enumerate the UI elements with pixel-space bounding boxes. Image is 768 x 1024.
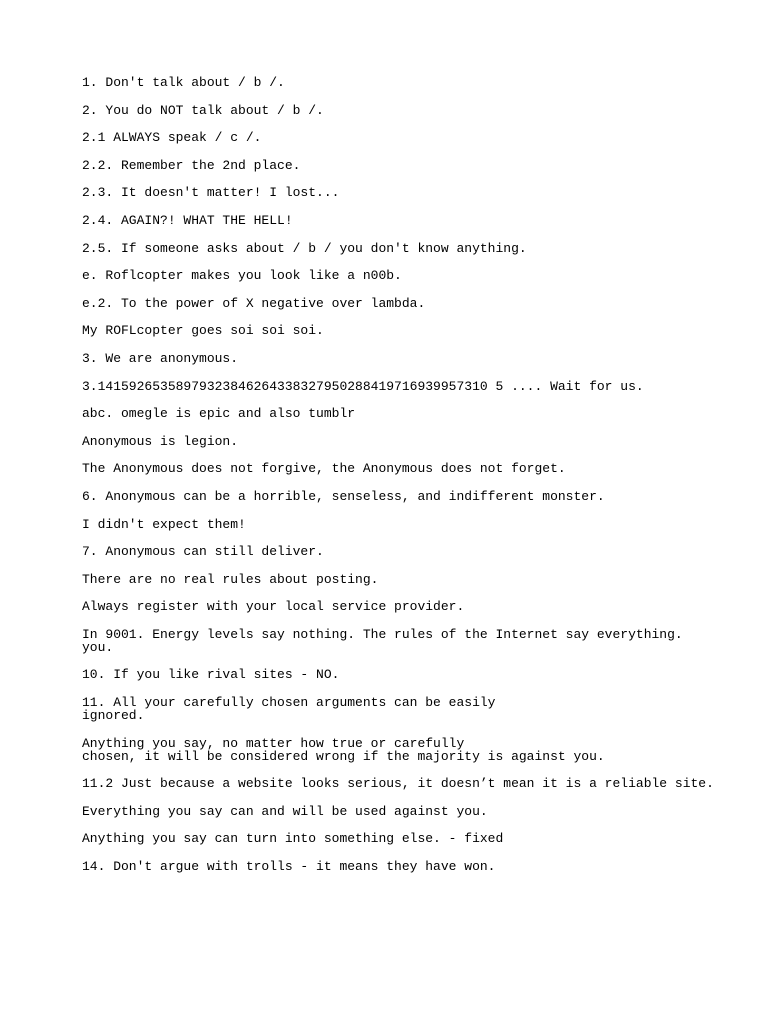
rule-line: e. Roflcopter makes you look like a n00b. <box>82 268 402 284</box>
rule-line: In 9001. Energy levels say nothing. The rules of the Internet say everything. you. <box>82 626 683 655</box>
rule-line: 3.14159265358979323846264338327950288419716939957310 5 .... Wait for us. <box>82 378 644 394</box>
rule-line: Anything you say, no matter how true or carefully chosen, it will be considered wrong if the majority is against you. <box>82 735 605 764</box>
rule-line: There are no real rules about posting. <box>82 571 379 587</box>
rule-line: 10. If you like rival sites - NO. <box>82 667 340 683</box>
rule-line: 2.3. It doesn't matter! I lost... <box>82 185 340 201</box>
rule-line: Everything you say can and will be used against you. <box>82 803 488 819</box>
rule-line: 11.2 Just because a website looks serious, it doesn’t mean it is a reliable site. <box>82 776 714 792</box>
rule-line: abc. omegle is epic and also tumblr <box>82 406 356 422</box>
rule-line: 7. Anonymous can still deliver. <box>82 544 324 560</box>
rule-line: Anything you say can turn into something else. - fixed <box>82 831 504 847</box>
rule-line: 2.1 ALWAYS speak / c /. <box>82 130 262 146</box>
rule-line: 14. Don't argue with trolls - it means they have won. <box>82 859 496 875</box>
rule-line: 2.4. AGAIN?! WHAT THE HELL! <box>82 212 293 228</box>
rule-line: 1. Don't talk about / b /. <box>82 75 285 90</box>
rule-line: I didn't expect them! <box>82 516 246 532</box>
rule-line: My ROFLcopter goes soi soi soi. <box>82 323 324 339</box>
rule-line: Always register with your local service provider. <box>82 599 465 615</box>
rule-line: 2. You do NOT talk about / b /. <box>82 102 324 118</box>
rule-line: 3. We are anonymous. <box>82 350 239 366</box>
rules-list <box>82 76 752 888</box>
rule-line: The Anonymous does not forgive, the Anonymous does not forget. <box>82 461 566 477</box>
rule-line: 11. All your carefully chosen arguments can be easily ignored. <box>82 695 496 724</box>
rule-line: 6. Anonymous can be a horrible, senseless, and indifferent monster. <box>82 488 605 504</box>
rule-line: e.2. To the power of X negative over lambda. <box>82 295 426 311</box>
rule-line: 2.5. If someone asks about / b / you don't know anything. <box>82 240 527 256</box>
rule-line: Anonymous is legion. <box>82 433 239 449</box>
rule-line: 2.2. Remember the 2nd place. <box>82 157 301 173</box>
